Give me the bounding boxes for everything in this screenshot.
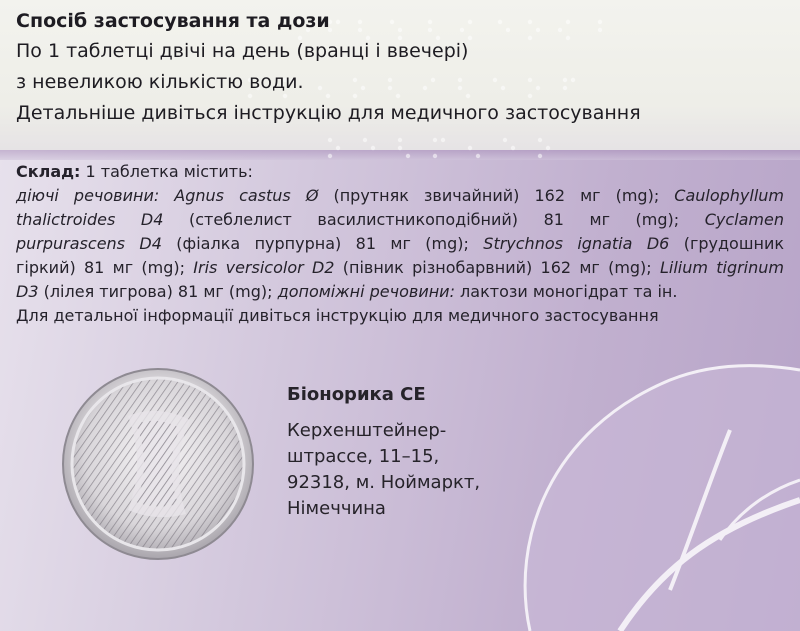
ingredient-desc: гіркий) 81 мг (mg); <box>16 258 194 277</box>
composition-label: Склад: <box>16 162 81 181</box>
composition-intro-text: 1 таблетка містить: <box>80 162 253 181</box>
ingredient-desc: (прутняк звичайний) 162 мг (mg); <box>318 186 675 205</box>
usage-line: По 1 таблетці двічі на день (вранці і ввечері) <box>16 40 469 62</box>
manufacturer-address-line: Німеччина <box>287 498 386 519</box>
ingredient-name: Caulophyllum <box>674 186 784 205</box>
composition-line-1 <box>16 184 784 208</box>
manufacturer-address-line: Керхенштейнер- <box>287 420 447 441</box>
composition-line-2 <box>16 208 784 232</box>
ingredient-name: D3 <box>16 282 39 301</box>
ingredient-name: Agnus castus Ø <box>159 186 319 205</box>
ingredient-name: Cyclamen <box>704 210 784 229</box>
excipients-label: допоміжні речовини: <box>277 282 455 301</box>
leaf-illustration <box>470 340 800 631</box>
ingredient-name: Strychnos ignatia D6 <box>483 234 670 253</box>
composition-intro <box>16 160 784 184</box>
usage-heading: Спосіб застосування та дози <box>16 10 330 32</box>
composition-line-5 <box>16 280 784 304</box>
usage-line: з невеликою кількістю води. <box>16 71 304 93</box>
composition-line-3 <box>16 232 784 256</box>
manufacturer-address-line: 92318, м. Ноймаркт, <box>287 472 481 493</box>
manufacturer-address-line: штрассе, 11–15, <box>287 446 440 467</box>
ingredient-desc: (грудошник <box>669 234 785 253</box>
active-substances-label: діючі речовини: <box>16 186 160 205</box>
manufacturer-name: Біонорика СЕ <box>287 384 426 405</box>
composition-line-4 <box>16 256 784 280</box>
usage-line: Детальніше дивіться інструкцію для медичного застосування <box>16 102 641 124</box>
ingredient-desc: (півник різнобарвний) 162 мг (mg); <box>334 258 660 277</box>
ingredient-name: Lilium tigrinum <box>659 258 784 277</box>
composition-block <box>16 160 784 328</box>
ingredient-desc: (фіалка пурпурна) 81 мг (mg); <box>161 234 484 253</box>
ingredient-desc: (стеблелист василистникоподібний) 81 мг (mg); <box>163 210 705 229</box>
composition-footer: Для детальної інформації дивіться інструкцію для медичного застосування <box>16 306 659 325</box>
ingredient-desc: (лілея тигрова) 81 мг (mg); <box>38 282 278 301</box>
ingredient-name: purpurascens D4 <box>16 234 162 253</box>
hologram-seal-icon <box>58 364 258 564</box>
manufacturer-block <box>287 382 480 522</box>
ingredient-name: Iris versicolor D2 <box>193 258 335 277</box>
excipients-text: лактози моногідрат та ін. <box>454 282 678 301</box>
ingredient-name: thalictroides D4 <box>16 210 164 229</box>
